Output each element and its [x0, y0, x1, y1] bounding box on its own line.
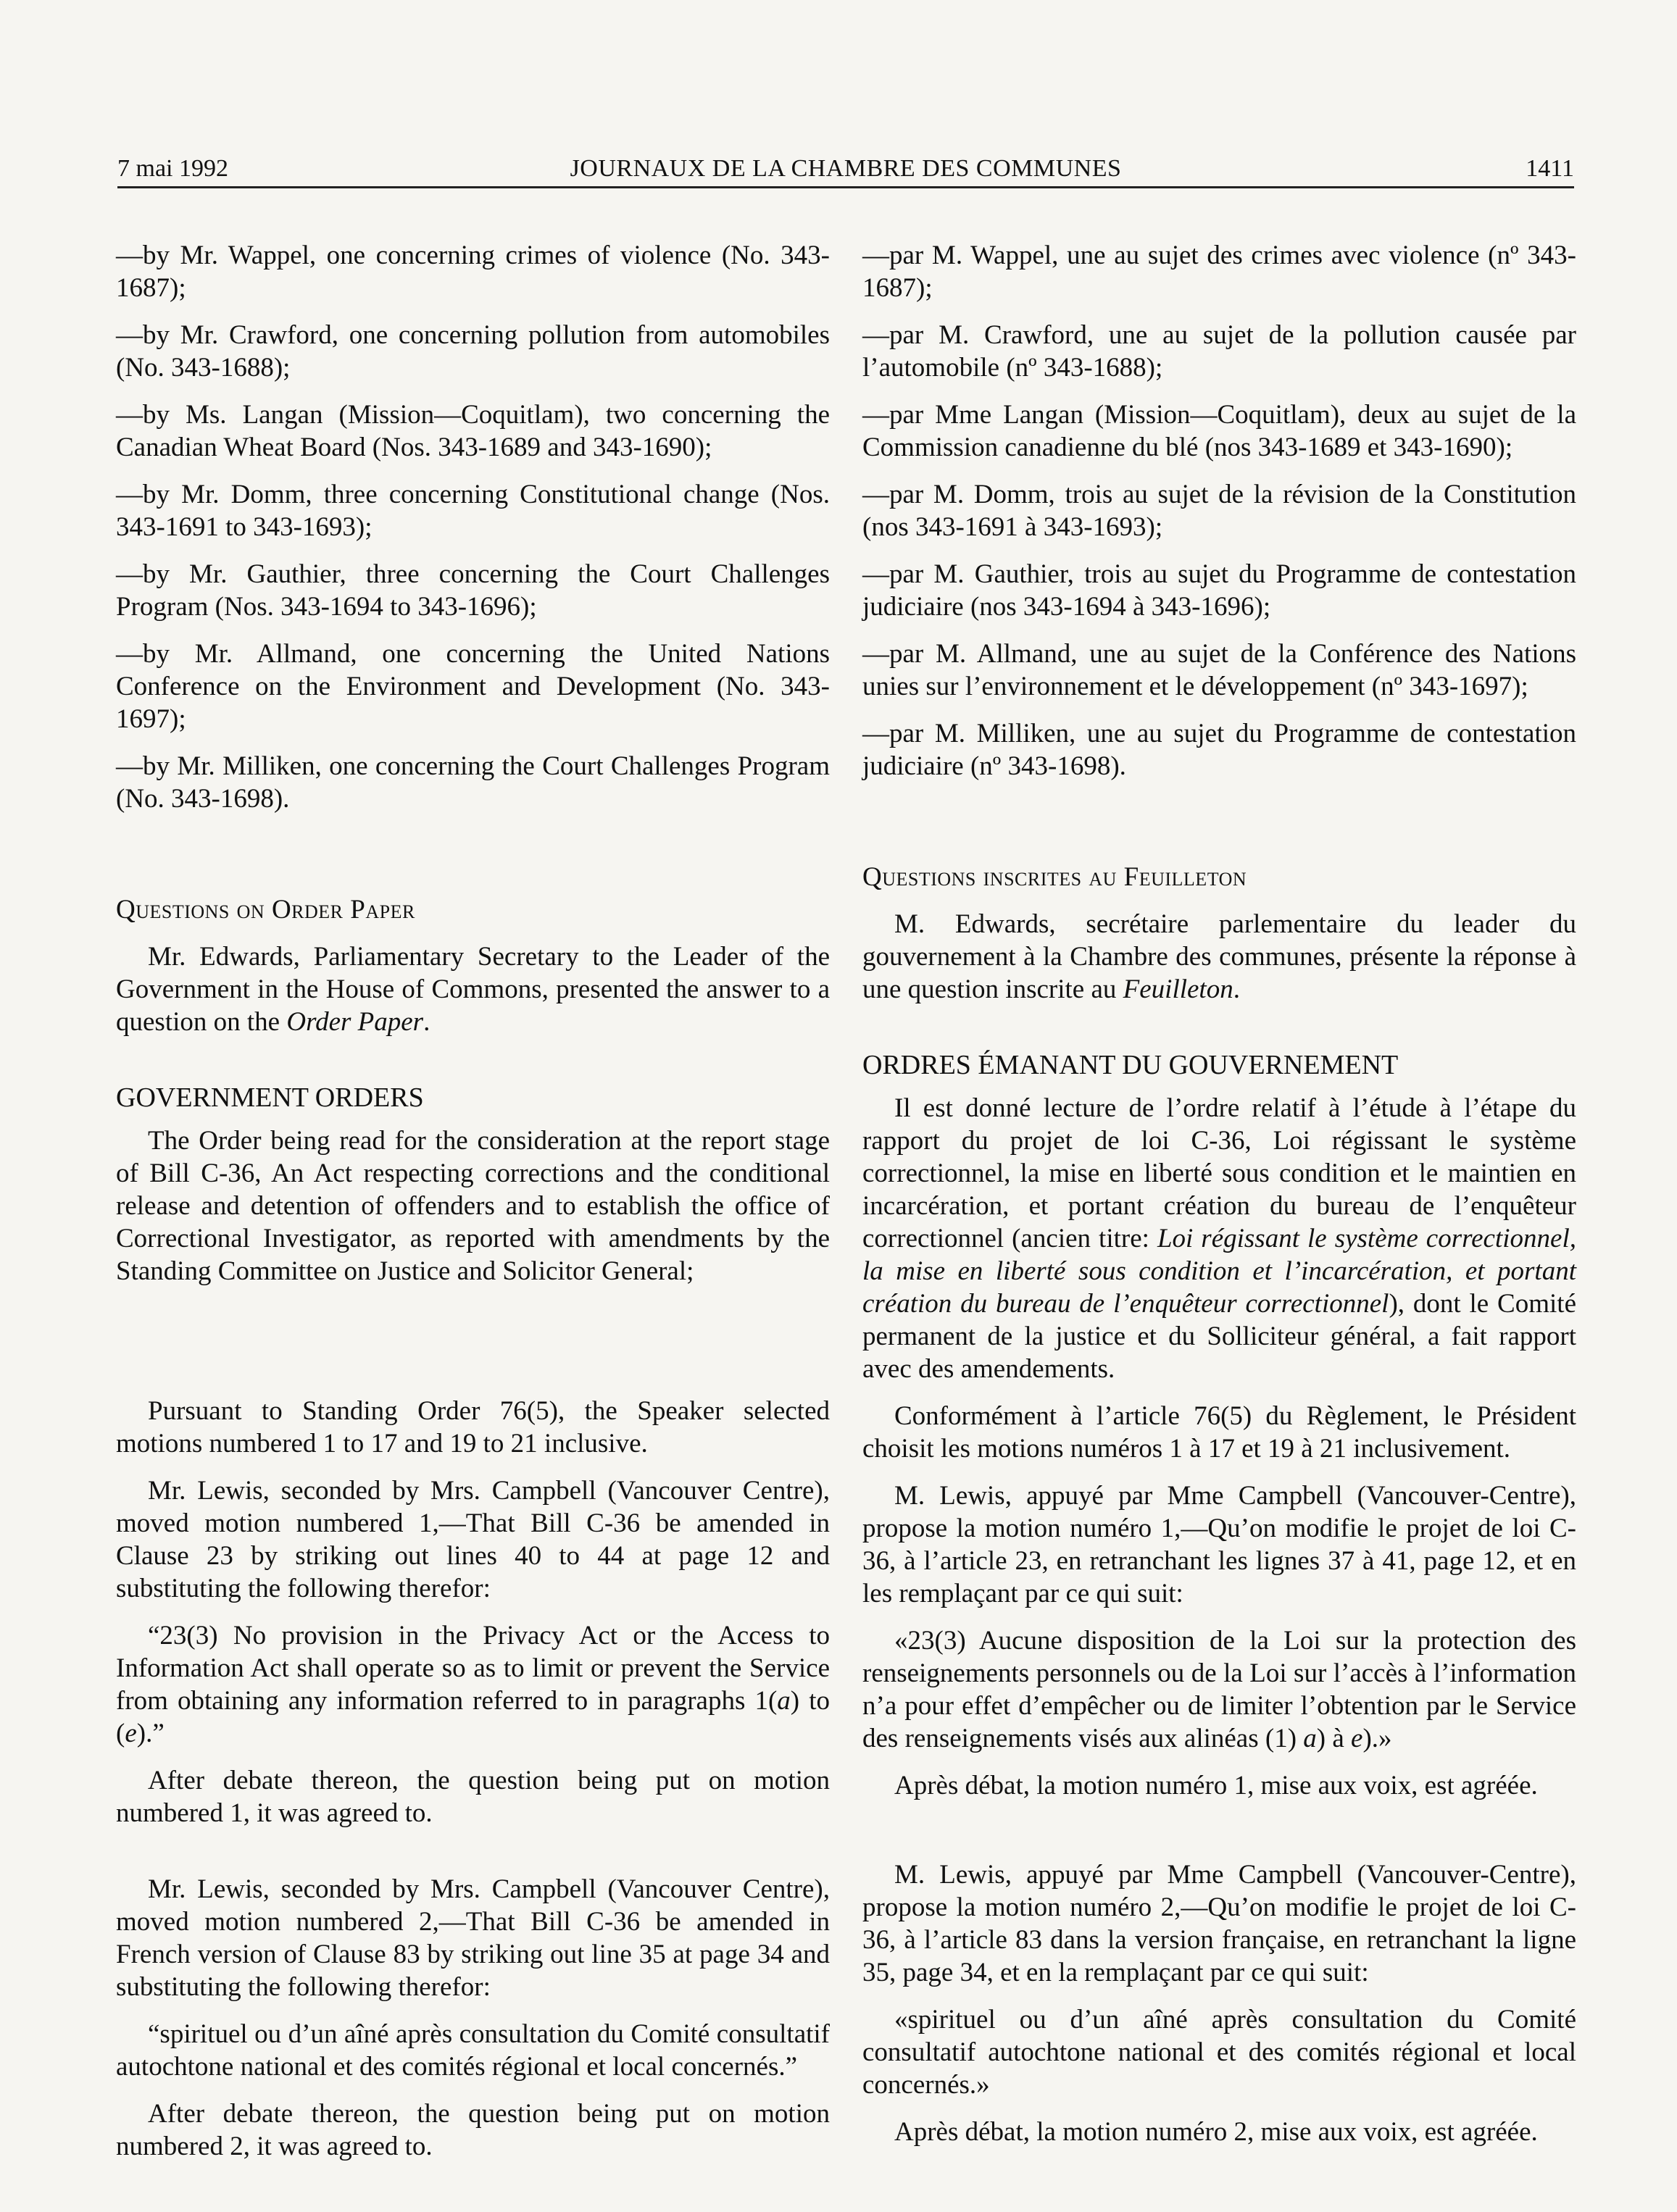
petition-item: —by Ms. Langan (Mission—Coquitlam), two concerning the Canadian Wheat Board (Nos. 343-1689 and 343-1690); [116, 400, 830, 462]
petition-item: —par M. Allmand, une au sujet de la Conférence des Nations unies sur l’environnement et le développement (nº 343-1697); [862, 639, 1576, 701]
questions-paragraph: M. Edwards, secrétaire parlementaire du leader du gouvernement à la Chambre des communes, présente la réponse à une question inscrite au Feuilleton. [862, 909, 1576, 1004]
petition-item: —par M. Crawford, une au sujet de la pollution causée par l’automobile (nº 343-1688); [862, 320, 1576, 383]
french-column [862, 239, 1576, 2163]
petition-item: —par M. Wappel, une au sujet des crimes avec violence (nº 343-1687); [862, 241, 1576, 303]
petition-item: —par M. Gauthier, trois au sujet du Programme de contestation judiciaire (nos 343-1694 à 343-1696); [862, 559, 1576, 622]
section-heading-questions: Questions on Order Paper [116, 895, 415, 925]
spacer [116, 830, 830, 893]
motion-2-quote: «spirituel ou d’un aîné après consultation du Comité consultatif autochtone national et des comités régional et local concernés.» [862, 2005, 1576, 2100]
petition-item: —by Mr. Crawford, one concerning pollution from automobiles (No. 343-1688); [116, 320, 830, 383]
petition-item: —par M. Milliken, une au sujet du Programme de contestation judiciaire (nº 343-1698). [862, 719, 1576, 781]
petition-item: —by Mr. Gauthier, three concerning the Court Challenges Program (Nos. 343-1694 to 343-1696); [116, 559, 830, 622]
spacer [862, 1816, 1576, 1858]
motion-2-paragraph: M. Lewis, appuyé par Mme Campbell (Vancouver-Centre), propose la motion numéro 2,—Qu’on modifie le projet de loi C-36, à l’article 83 dans la version française, en retranchant la ligne 35, page 34, et en la remplaçant par ce qui suit: [862, 1860, 1576, 1987]
pursuant-paragraph: Pursuant to Standing Order 76(5), the Speaker selected motions numbered 1 to 17 and 19 to 21 inclusive. [116, 1396, 830, 1458]
motion-1-paragraph: Mr. Lewis, seconded by Mrs. Campbell (Vancouver Centre), moved motion numbered 1,—That Bill C-36 be amended in Clause 23 by striking out lines 40 to 44 at page 12 and substituting the following therefor: [116, 1476, 830, 1603]
spacer [862, 797, 1576, 861]
header-rule [117, 186, 1574, 188]
petition-item: —by Mr. Domm, three concerning Constitutional change (Nos. 343-1691 to 343-1693); [116, 480, 830, 542]
section-heading-orders: GOVERNMENT ORDERS [116, 1082, 424, 1113]
petition-item: —par M. Domm, trois au sujet de la révision de la Constitution (nos 343-1691 à 343-1693); [862, 480, 1576, 542]
debate-2-paragraph: Après débat, la motion numéro 2, mise aux voix, est agréée. [894, 2117, 1538, 2147]
header-title: JOURNAUX DE LA CHAMBRE DES COMMUNES [570, 155, 1122, 182]
spacer [116, 1844, 830, 1873]
header-page-number: 1411 [1526, 155, 1574, 182]
spacer [116, 1053, 830, 1082]
pursuant-paragraph: Conformément à l’article 76(5) du Règlement, le Président choisit les motions numéros 1 à 17 et 19 à 21 inclusivement. [862, 1401, 1576, 1464]
spacer [116, 1366, 830, 1395]
petition-item: —by Mr. Wappel, one concerning crimes of violence (No. 343-1687); [116, 241, 830, 303]
petition-item: —by Mr. Milliken, one concerning the Court Challenges Program (No. 343-1698). [116, 751, 830, 814]
debate-1-paragraph: After debate thereon, the question being put on motion numbered 1, it was agreed to. [116, 1766, 830, 1828]
motion-2-quote: “spirituel ou d’un aîné après consultation du Comité consultatif autochtone national et des comités régional et local concernés.” [116, 2019, 830, 2082]
header-date: 7 mai 1992 [117, 155, 228, 182]
petition-item: —par Mme Langan (Mission—Coquitlam), deux au sujet de la Commission canadienne du blé (nos 343-1689 et 343-1690); [862, 400, 1576, 462]
orders-paragraph: The Order being read for the consideration at the report stage of Bill C-36, An Act respecting corrections and the conditional release and detention of offenders and to establish the office of Correctional Investigator, as reported with amendments by the Standing Committee on Justice and Solicitor General; [116, 1126, 830, 1286]
motion-1-paragraph: M. Lewis, appuyé par Mme Campbell (Vancouver-Centre), propose la motion numéro 1,—Qu’on modifie le projet de loi C-36, à l’article 23, en retranchant les lignes 37 à 41, page 12, et en les remplaçant par ce qui suit: [862, 1481, 1576, 1608]
english-column [116, 239, 830, 2177]
debate-2-paragraph: After debate thereon, the question being put on motion numbered 2, it was agreed to. [116, 2099, 830, 2161]
petition-item: —by Mr. Allmand, one concerning the United Nations Conference on the Environment and Development (No. 343-1697); [116, 639, 830, 734]
debate-1-paragraph: Après débat, la motion numéro 1, mise aux voix, est agréée. [894, 1771, 1538, 1800]
motion-1-quote: “23(3) No provision in the Privacy Act or the Access to Information Act shall operate so as to limit or prevent the Service from obtaining any information referred to in paragraphs 1(a) to (e).” [116, 1621, 830, 1748]
motion-2-paragraph: Mr. Lewis, seconded by Mrs. Campbell (Vancouver Centre), moved motion numbered 2,—That Bill C-36 be amended in French version of Clause 83 by striking out line 35 at page 34 and substituting the following therefor: [116, 1874, 830, 2002]
spacer [862, 1020, 1576, 1049]
running-header [117, 145, 1574, 188]
section-heading-questions: Questions inscrites au Feuilleton [862, 862, 1247, 892]
spacer [116, 1302, 830, 1366]
section-heading-orders: ORDRES ÉMANANT DU GOUVERNEMENT [862, 1050, 1399, 1080]
orders-paragraph: Il est donné lecture de l’ordre relatif à l’étude à l’étape du rapport du projet de loi C-36, Loi régissant le système correctionnel, la mise en liberté sous condition et le maintien en incarcération, et portant création du bureau de l’enquêteur correctionnel (ancien titre: Loi régissant le système correctionnel, la mise en liberté sous condition et l’incarcération, et portant création du bureau de l’enquêteur correctionnel), dont le Comité permanent de la justice et du Solliciteur général, a fait rapport avec des amendements. [862, 1093, 1576, 1384]
questions-paragraph: Mr. Edwards, Parliamentary Secretary to the Leader of the Government in the House of Commons, presented the answer to a question on the Order Paper. [116, 942, 830, 1037]
motion-1-quote: «23(3) Aucune disposition de la Loi sur la protection des renseignements personnels ou de la Loi sur l’accès à l’information n’a pour effet d’empêcher ou de limiter l’obtention par le Service des renseignements visés aux alinéas (1) a) à e).» [862, 1626, 1576, 1753]
